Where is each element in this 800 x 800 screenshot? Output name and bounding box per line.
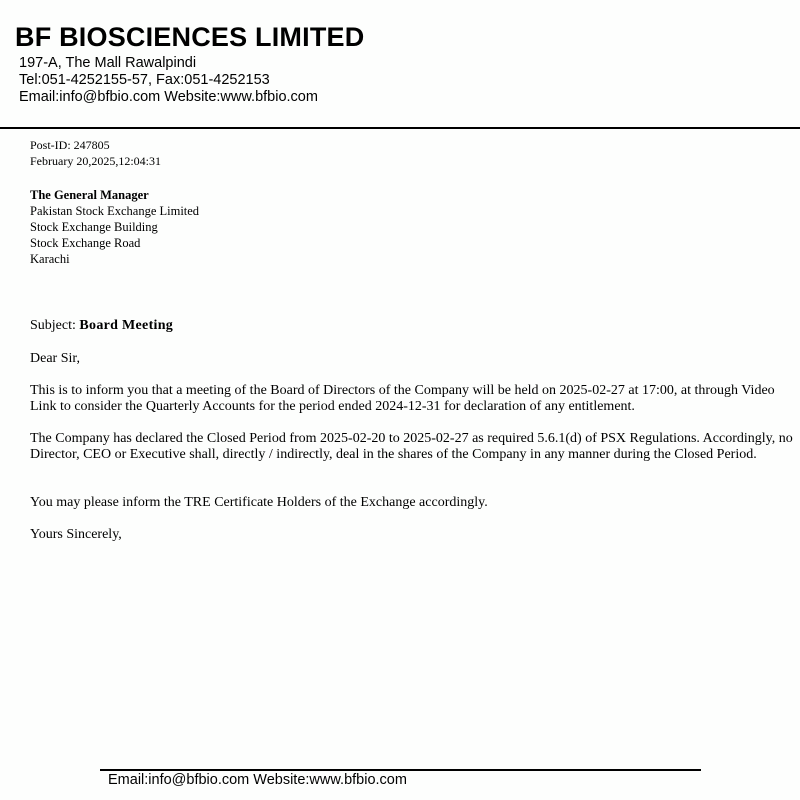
company-address: 197-A, The Mall Rawalpindi xyxy=(19,55,197,71)
footer xyxy=(100,769,701,788)
recipient-line: Karachi xyxy=(30,252,70,266)
recipient-title: The General Manager xyxy=(30,188,149,202)
closing: Yours Sincerely, xyxy=(30,527,122,542)
paragraph-meeting: This is to inform you that a meeting of the Board of Directors of the Company will be held on 2025-02-27 at 17:00, at through Video Link to consider the Quarterly Accounts for the period ended 2024-12-31 for declaration of any entitlement. xyxy=(30,383,775,414)
recipient-line: Stock Exchange Building xyxy=(30,220,158,234)
company-name: BF BIOSCIENCES LIMITED xyxy=(15,22,365,52)
post-datetime: February 20,2025,12:04:31 xyxy=(30,154,161,168)
footer-contact: Email:info@bfbio.com Website:www.bfbio.com xyxy=(108,772,407,788)
subject-line xyxy=(30,318,173,334)
company-phone-fax: Tel:051-4252155-57, Fax:051-4252153 xyxy=(19,72,270,88)
paragraph-closed-period: The Company has declared the Closed Period from 2025-02-20 to 2025-02-27 as required 5.6.1(d) of PSX Regulations. Accordingly, no Director, CEO or Executive shall, directly / indirectly, deal in the shares of the Company in any manner during the Closed Period. xyxy=(30,431,793,462)
paragraph-inform: You may please inform the TRE Certificate Holders of the Exchange accordingly. xyxy=(30,495,488,510)
recipient-line: Pakistan Stock Exchange Limited xyxy=(30,204,200,218)
subject-label: Subject: xyxy=(30,318,76,333)
salutation: Dear Sir, xyxy=(30,351,80,366)
company-email-website: Email:info@bfbio.com Website:www.bfbio.com xyxy=(19,89,318,105)
subject-value: Board Meeting xyxy=(79,318,174,333)
recipient-line: Stock Exchange Road xyxy=(30,236,141,250)
post-id: Post-ID: 247805 xyxy=(30,138,110,152)
letterhead xyxy=(0,0,800,129)
